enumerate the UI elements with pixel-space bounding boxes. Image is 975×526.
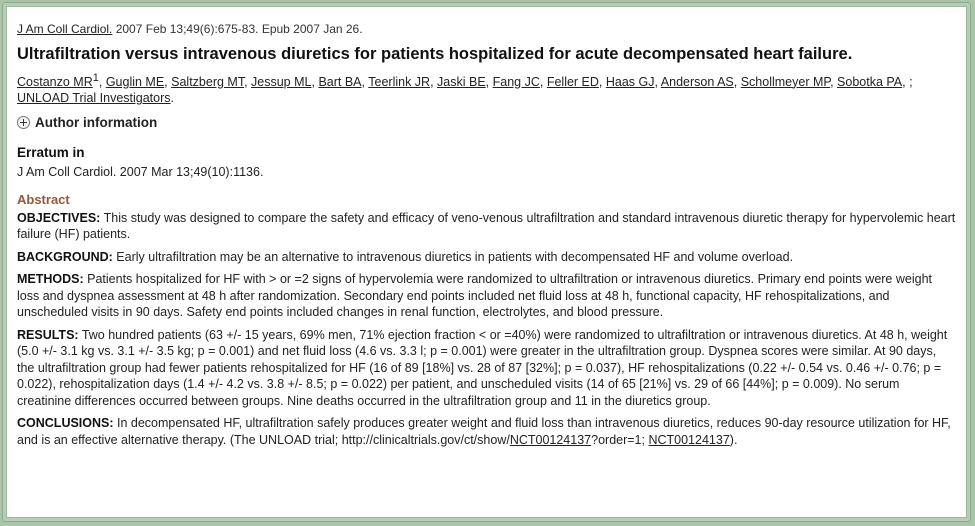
citation-line [17, 21, 956, 38]
affiliation-sup: 1 [92, 71, 99, 84]
author-information-label: Author information [35, 114, 158, 130]
abstract-heading: Abstract [17, 192, 70, 208]
author-link[interactable]: Feller ED [546, 74, 599, 89]
results-label: RESULTS: [17, 327, 79, 342]
conclusions-end: ). [729, 432, 738, 447]
trial-link[interactable]: NCT00124137 [648, 432, 730, 447]
background-text: Early ultrafiltration may be an alternative to intravenous diuretics in patients with decompensated HF and volume overload. [112, 249, 794, 264]
methods-label: METHODS: [17, 272, 84, 287]
objectives-section [17, 210, 956, 243]
author-link[interactable]: Haas GJ [605, 74, 655, 89]
conclusions-text: In decompensated HF, ultrafiltration safely produces greater weight and fluid loss than intravenous diuretics, reduces 90-day resource utilization for HF, and is an effective alternative therapy. (The UNLOAD trial; http://clinicaltrials.gov/ct/show/ [17, 416, 951, 447]
author-link[interactable]: Saltzberg MT [171, 74, 245, 89]
group-author-link[interactable]: UNLOAD Trial Investigators [17, 91, 171, 106]
author-link[interactable]: Bart BA [318, 74, 362, 89]
background-label: BACKGROUND: [17, 249, 113, 264]
author-information-toggle[interactable] [17, 115, 956, 132]
results-text: Two hundred patients (63 +/- 15 years, 69% men, 71% ejection fraction < or =40%) were randomized to ultrafiltration or intravenous diuretics. At 48 h, weight (5.0 +/- 3.1 kg vs. 3.1 +/- 3.5 kg; p = 0.001) and net fluid loss (4.6 vs. 3.3 l; p = 0.001) were greater in the ultrafiltration group. Dyspnea scores were similar. At 90 days, the ultrafiltration group had fewer patients rehospitalized for HF (16 of 89 [18%] vs. 28 of 87 [32%]; p = 0.037), HF rehospitalizations (0.22 +/- 0.54 vs. 0.46 +/- 0.76; p = 0.022), rehospitalization days (1.4 +/- 4.2 vs. 3.8 +/- 8.5; p = 0.022) per patient, and unscheduled visits (14 of 65 [21%] vs. 29 of 66 [44%]; p = 0.009). No serum creatinine differences occurred between groups. Nine deaths occurred in the ultrafiltration group and 11 in the diuretics group. [17, 327, 948, 408]
conclusions-mid: ?order=1; [591, 432, 649, 447]
author-link[interactable]: Jaski BE [437, 74, 486, 89]
author-link[interactable]: Guglin ME [105, 74, 165, 89]
methods-section [17, 271, 956, 321]
conclusions-label: CONCLUSIONS: [17, 416, 114, 431]
conclusions-section [17, 415, 956, 448]
author-list: Costanzo $MR^1$, Guglin ME, Saltzberg MT, Jessup ML, Bart BA, Teerlink JR, Jaski BE, Fang JC, Feller ED, Haas GJ, Anderson AS, Schollmeyer MP, Sobotka PA, ; UNLOAD Trial Investigators. [17, 71, 913, 106]
author-link[interactable]: Schollmeyer MP [740, 74, 831, 89]
author-link[interactable]: Fang JC [492, 74, 540, 89]
author-link[interactable]: Sobotka PA [837, 74, 903, 89]
window-frame [2, 2, 971, 522]
journal-link[interactable]: J Am Coll Cardiol. [17, 22, 113, 36]
author-link[interactable]: Anderson AS [660, 74, 734, 89]
expand-plus-icon[interactable] [17, 116, 30, 129]
trial-link[interactable]: NCT00124137 [509, 432, 592, 447]
author-link[interactable]: Teerlink JR [368, 74, 431, 89]
background-section [17, 249, 956, 266]
erratum-heading: Erratum in [17, 145, 85, 161]
objectives-label: OBJECTIVES: [17, 210, 101, 225]
results-section [17, 327, 956, 410]
abstract-panel [6, 6, 967, 518]
article-title: Ultrafiltration versus intravenous diuretics for patients hospitalized for acute decompensated heart failure. [17, 44, 853, 63]
author-link[interactable]: Jessup ML [251, 74, 312, 89]
objectives-text: This study was designed to compare the safety and efficacy of veno-venous ultrafiltration and standard intravenous diuretic therapy for hypervolemic heart failure (HF) patients. [17, 210, 956, 242]
methods-text: Patients hospitalized for HF with > or =2 signs of hypervolemia were randomized to ultrafiltration or intravenous diuretics. Primary end points were weight loss and dyspnea assessment at 48 h after randomization. Secondary end points included net fluid loss at 48 h, functional capacity, HF rehospitalizations, and unscheduled visits in 90 days. Safety end points included changes in renal function, electrolytes, and blood pressure. [17, 272, 932, 320]
citation-details: 2007 Feb 13;49(6):675-83. Epub 2007 Jan 26. [112, 22, 363, 36]
erratum-text: J Am Coll Cardiol. 2007 Mar 13;49(10):1136. [17, 164, 264, 179]
author-link[interactable]: Costanzo MR [17, 74, 93, 89]
